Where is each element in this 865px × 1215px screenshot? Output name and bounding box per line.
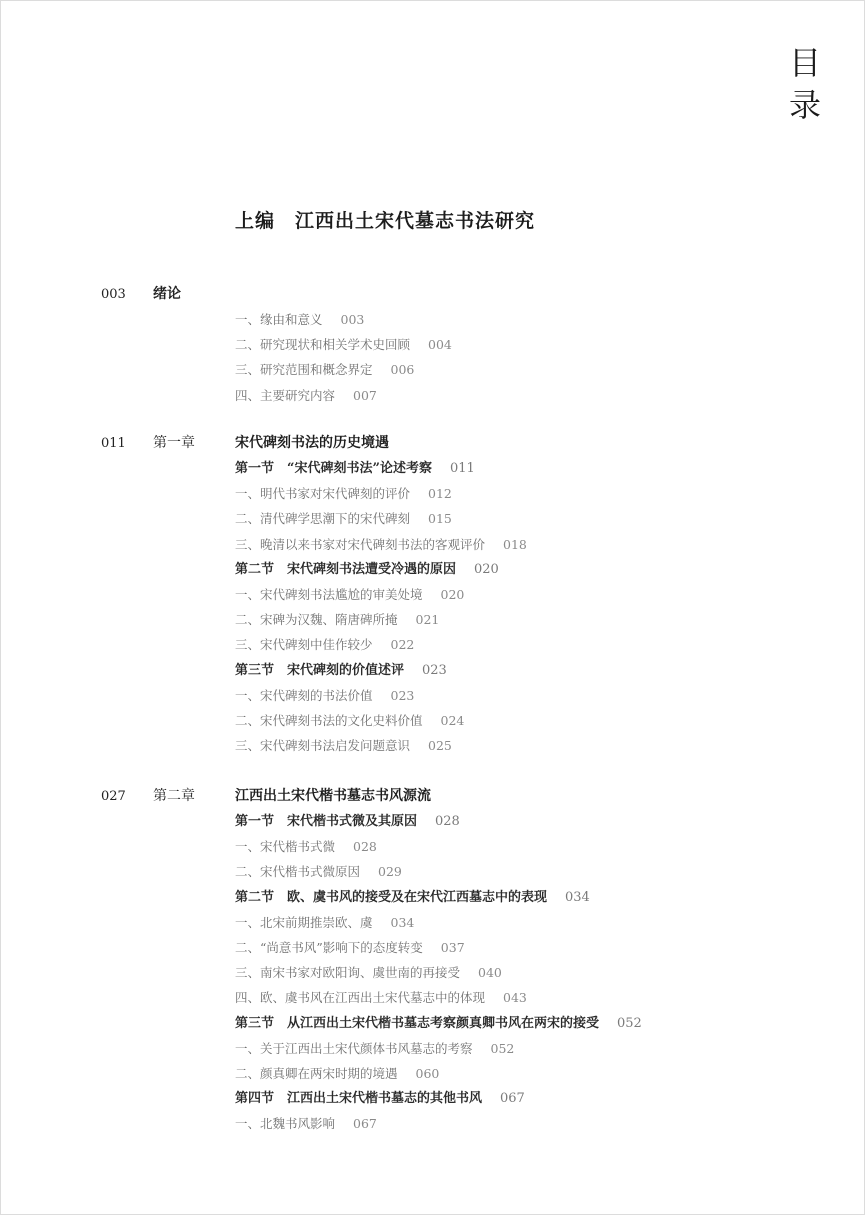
toc-entry[interactable]	[0, 357, 865, 382]
entry-text: 三、研究范围和概念界定	[235, 362, 373, 378]
entry-page-number: 067	[500, 1091, 525, 1107]
chapter-heading[interactable]	[0, 431, 865, 456]
entry-page-number: 028	[353, 839, 377, 855]
entry-page-number: 034	[565, 889, 590, 905]
toc-entry[interactable]	[0, 607, 865, 632]
entry-text: 三、宋代碑刻中佳作较少	[235, 637, 373, 653]
entry-page-number: 028	[435, 814, 460, 829]
toc-section-entry[interactable]	[0, 809, 865, 834]
entry-text: 三、晚清以来书家对宋代碑刻书法的客观评价	[235, 536, 486, 552]
entry-text: 一、宋代碑刻书法尴尬的审美处境	[235, 586, 423, 602]
toc-section-entry[interactable]	[0, 885, 865, 910]
chapter-heading[interactable]	[0, 784, 865, 809]
entry-page-number: 015	[428, 511, 452, 527]
toc-entry[interactable]	[0, 506, 865, 531]
entry-text: 一、关于江西出土宋代颜体书风墓志的考察	[235, 1040, 473, 1056]
entry-page-number: 022	[390, 637, 415, 653]
entry-page-number: 021	[415, 612, 440, 628]
entry-text: 四、主要研究内容	[235, 387, 336, 403]
entry-text: 第二节 欧、虞书风的接受及在宋代江西墓志中的表现	[235, 889, 548, 905]
toc-entry[interactable]	[0, 1061, 865, 1086]
page-title: 目 录	[788, 44, 821, 124]
chapter-title: 宋代碑刻书法的历史境遇	[235, 435, 389, 451]
chapter-1	[0, 431, 865, 758]
chapter-label: 第一章	[153, 435, 195, 451]
entry-text: 一、缘由和意义	[235, 312, 323, 327]
chapter-page-number: 003	[101, 287, 126, 302]
entry-page-number: 067	[353, 1116, 377, 1132]
entry-text: 第一节 宋代楷书式微及其原因	[235, 814, 418, 829]
chapter-page-number: 027	[101, 789, 126, 804]
entry-page-number: 060	[415, 1065, 440, 1081]
toc-section-entry[interactable]	[0, 658, 865, 683]
entry-text: 三、南宋书家对欧阳询、虞世南的再接受	[235, 965, 461, 981]
toc-entry[interactable]	[0, 481, 865, 506]
entry-page-number: 040	[478, 965, 502, 981]
toc-section-entry[interactable]	[0, 1086, 865, 1111]
entry-text: 第四节 江西出土宋代楷书墓志的其他书风	[235, 1091, 483, 1107]
entry-text: 第一节 “宋代碑刻书法”论述考察	[235, 461, 432, 476]
toc-entry[interactable]	[0, 859, 865, 884]
entry-text: 一、明代书家对宋代碑刻的评价	[235, 486, 411, 502]
toc-entry[interactable]	[0, 910, 865, 935]
toc-entry[interactable]	[0, 332, 865, 357]
entry-text: 二、“尚意书风”影响下的态度转变	[235, 939, 423, 955]
entry-page-number: 043	[503, 990, 527, 1006]
toc-entry[interactable]	[0, 532, 865, 557]
entry-text: 二、宋代碑刻书法的文化史料价值	[235, 712, 423, 728]
toc-section-entry[interactable]	[0, 1011, 865, 1036]
entry-page-number: 003	[340, 312, 365, 327]
entry-page-number: 007	[353, 387, 377, 403]
toc-entry[interactable]	[0, 985, 865, 1010]
entry-page-number: 004	[428, 337, 452, 353]
toc-entry[interactable]	[0, 632, 865, 657]
toc-section-entry[interactable]	[0, 456, 865, 481]
toc-entry[interactable]	[0, 960, 865, 985]
toc-entry[interactable]	[0, 834, 865, 859]
chapter-title: 江西出土宋代楷书墓志书风源流	[235, 788, 431, 804]
entry-page-number: 037	[440, 939, 465, 955]
entry-text: 一、北宋前期推崇欧、虞	[235, 914, 373, 930]
entry-page-number: 024	[440, 712, 465, 728]
toc-entry[interactable]	[0, 383, 865, 408]
toc-entry[interactable]	[0, 733, 865, 758]
entry-page-number: 018	[503, 536, 527, 552]
chapter-page-number: 011	[101, 436, 126, 451]
part-title: 上编 江西出土宋代墓志书法研究	[235, 210, 536, 232]
entry-text: 一、宋代碑刻的书法价值	[235, 687, 373, 703]
entry-page-number: 011	[449, 461, 475, 476]
entry-text: 一、宋代楷书式微	[235, 839, 336, 855]
entry-text: 一、北魏书风影响	[235, 1116, 336, 1132]
entry-page-number: 023	[390, 687, 415, 703]
toc-section-entry[interactable]	[0, 557, 865, 582]
toc-entry[interactable]	[0, 1111, 865, 1136]
entry-page-number: 012	[428, 486, 452, 502]
entry-text: 第三节 宋代碑刻的价值述评	[235, 662, 405, 678]
entry-page-number: 034	[390, 914, 415, 930]
entry-text: 第三节 从江西出土宋代楷书墓志考察颜真卿书风在两宋的接受	[235, 1015, 600, 1031]
chapter-heading[interactable]	[0, 282, 865, 307]
entry-page-number: 025	[428, 738, 452, 754]
toc-entry[interactable]	[0, 582, 865, 607]
entry-page-number: 023	[422, 662, 447, 678]
chapter-2	[0, 784, 865, 1136]
entry-page-number: 020	[440, 586, 465, 602]
entry-page-number: 029	[378, 864, 402, 880]
toc-entry[interactable]	[0, 683, 865, 708]
entry-text: 四、欧、虞书风在江西出土宋代墓志中的体现	[235, 990, 486, 1006]
chapter-label: 绪论	[153, 286, 181, 302]
entry-page-number: 006	[390, 362, 415, 378]
entry-text: 二、研究现状和相关学术史回顾	[235, 337, 411, 353]
entry-text: 二、颜真卿在两宋时期的境遇	[235, 1065, 398, 1081]
chapter-intro	[0, 282, 865, 408]
entry-text: 二、宋碑为汉魏、隋唐碑所掩	[235, 612, 398, 628]
entry-text: 二、清代碑学思潮下的宋代碑刻	[235, 511, 411, 527]
entry-page-number: 052	[490, 1040, 515, 1056]
entry-text: 三、宋代碑刻书法启发问题意识	[235, 738, 411, 754]
entry-page-number: 020	[474, 561, 499, 577]
entry-page-number: 052	[617, 1015, 642, 1031]
entry-text: 二、宋代楷书式微原因	[235, 864, 361, 880]
toc-entry[interactable]	[0, 1036, 865, 1061]
toc-entry[interactable]	[0, 935, 865, 960]
entry-text: 第二节 宋代碑刻书法遭受冷遇的原因	[235, 561, 457, 577]
toc-entry[interactable]	[0, 307, 865, 332]
chapter-label: 第二章	[153, 788, 195, 804]
toc-entry[interactable]	[0, 708, 865, 733]
